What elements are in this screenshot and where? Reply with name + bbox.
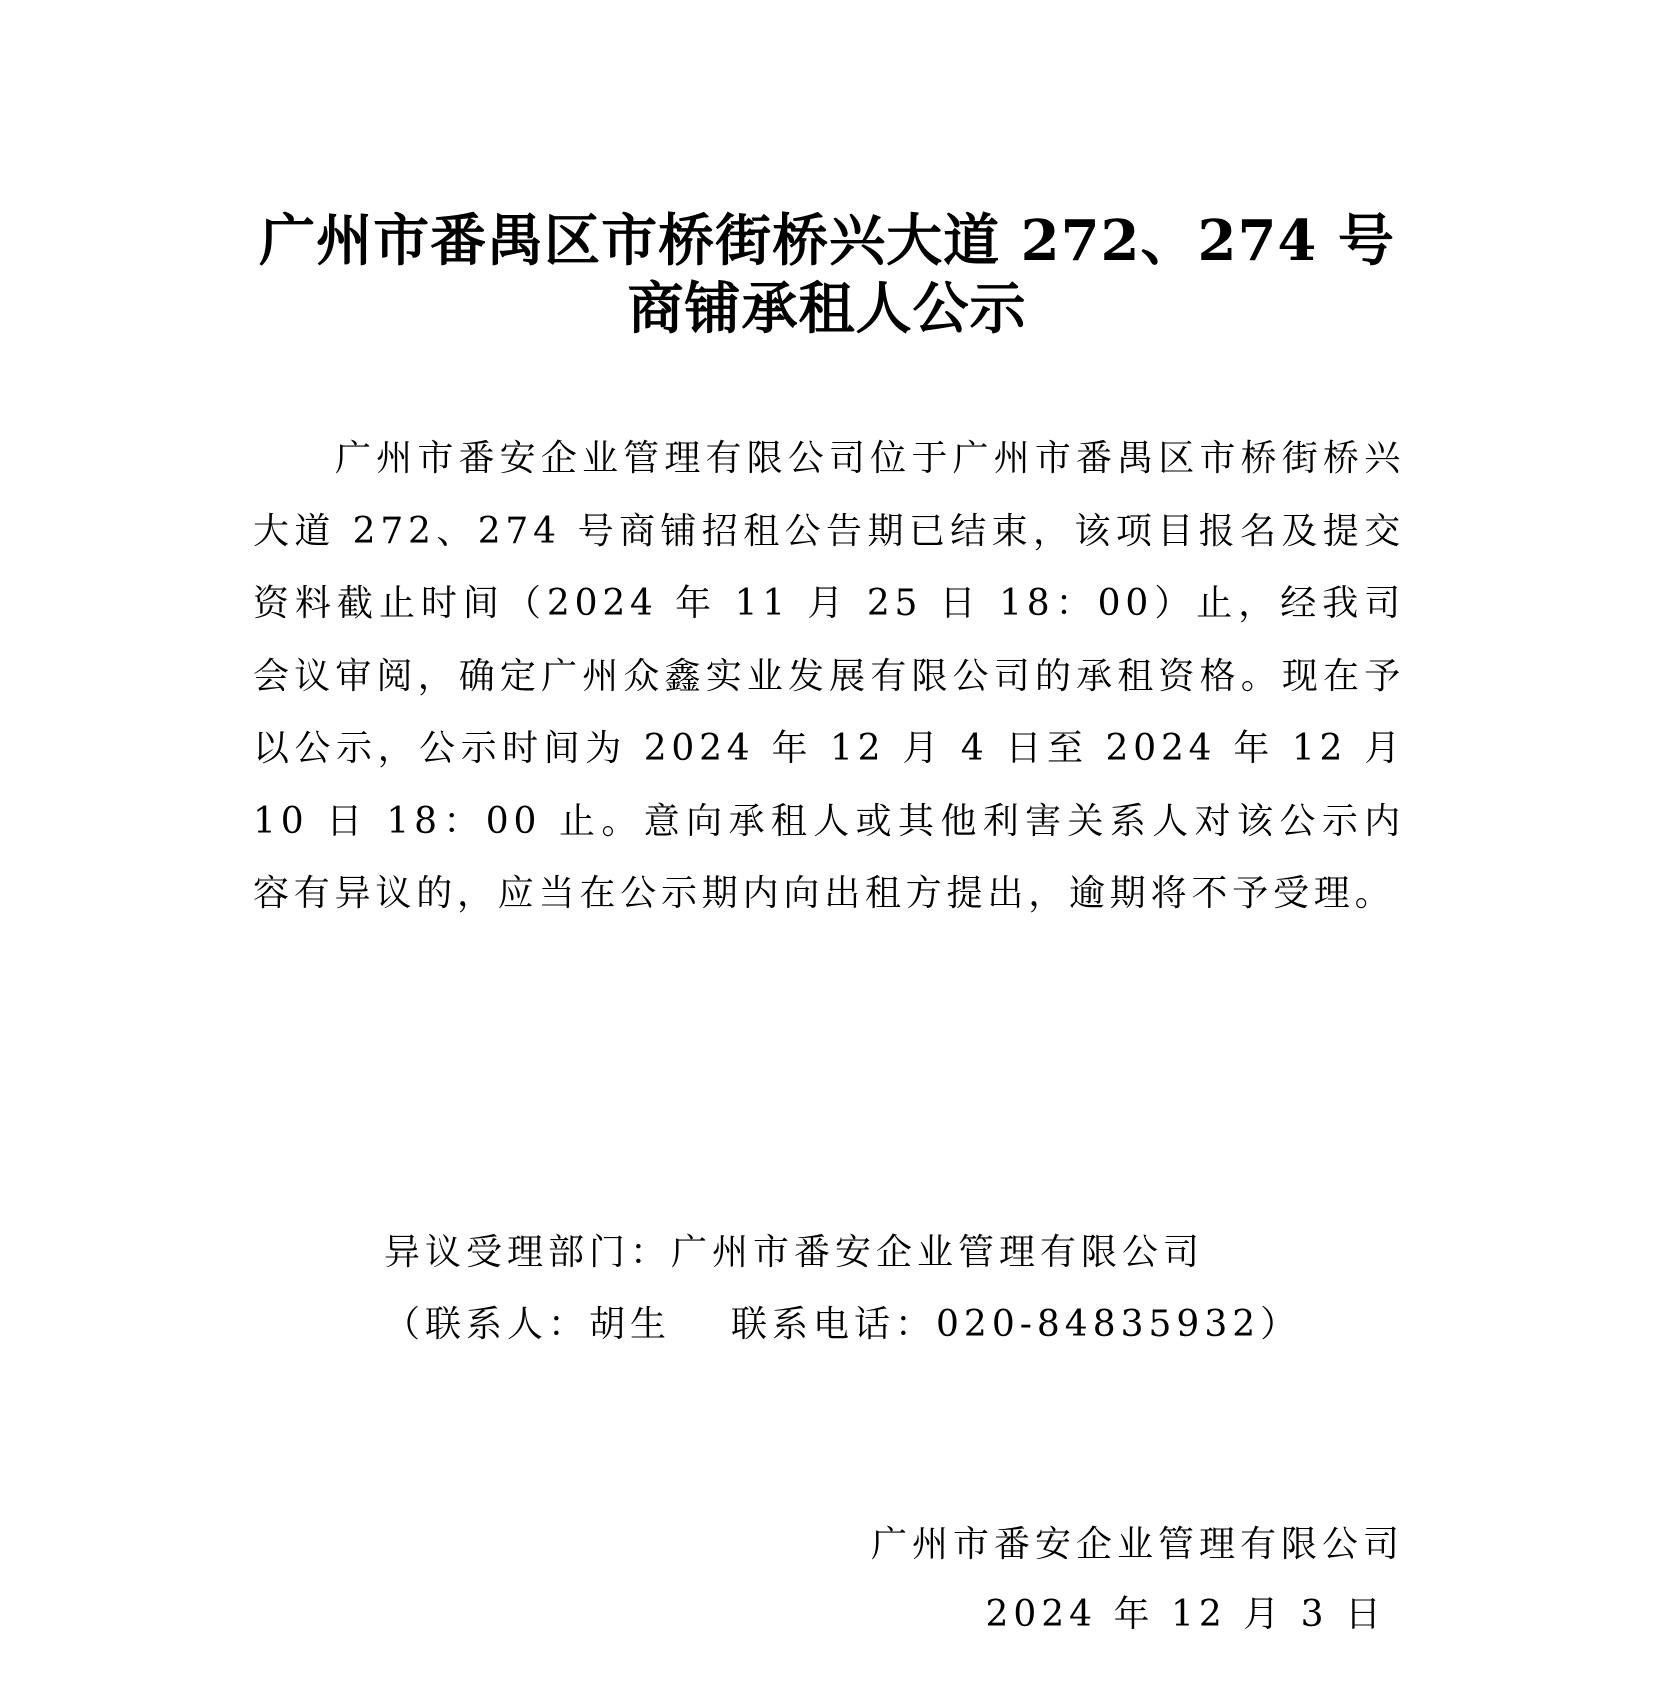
notice-body: 广州市番安企业管理有限公司位于广州市番禺区市桥街桥兴大道 272、274 号商铺招租公告期已结束，该项目报名及提交资料截止时间（2024 年 11 月 25 日 18：00）止，经我司会议审阅，确定广州众鑫实业发展有限公司的承租资格。现在予以公示，公示时间为 2024 年 12 月 4 日至 2024 年 12 月 10 日 18：00 止。意向承租人或其他利害关系人对该公示内容有异议的，应当在公示期内向出租方提出，逾期将不予受理。	[253, 438, 1405, 914]
signature-date: 2024 年 12 月 3 日	[985, 1594, 1386, 1635]
objection-department: 异议受理部门：广州市番安企业管理有限公司	[384, 1232, 1205, 1273]
contact-person: （联系人：胡生	[384, 1304, 672, 1345]
signature-company: 广州市番安企业管理有限公司	[870, 1524, 1404, 1565]
document-title-line2: 商铺承租人公示	[627, 276, 1027, 342]
document-title-line1: 广州市番禺区市桥街桥兴大道 272、274 号	[259, 208, 1395, 274]
contact-info	[384, 1305, 1301, 1345]
contact-phone: 联系电话：020-84835932）	[731, 1304, 1302, 1345]
